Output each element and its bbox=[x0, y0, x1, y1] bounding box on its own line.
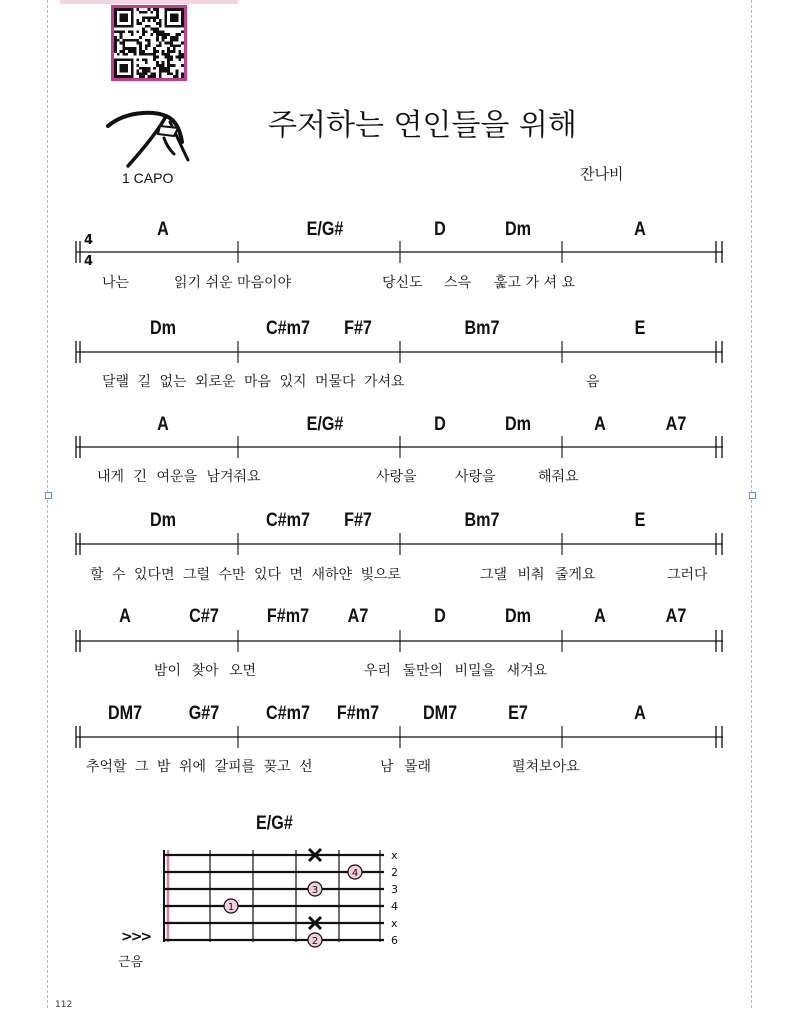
chord: E/G# bbox=[306, 414, 344, 435]
lyric: 음 bbox=[586, 374, 600, 390]
chord: Bm7 bbox=[464, 318, 500, 339]
lyric: 나는 bbox=[102, 275, 130, 291]
page-number: 112 bbox=[55, 1000, 73, 1010]
finger-number: 2 bbox=[311, 936, 319, 947]
chord: G#7 bbox=[188, 703, 220, 724]
lyric: 스윽 bbox=[444, 275, 472, 291]
chord: C#m7 bbox=[266, 510, 310, 531]
string-label: 4 bbox=[391, 900, 398, 913]
chord: A bbox=[594, 606, 606, 627]
lyric: 그댈 비춰 줄게요 bbox=[480, 567, 596, 583]
chord: E/G# bbox=[306, 219, 344, 240]
chord: A bbox=[157, 414, 169, 435]
chord: Dm bbox=[504, 219, 532, 240]
chord: D bbox=[434, 219, 446, 240]
chord: Dm bbox=[149, 318, 177, 339]
chord: A7 bbox=[665, 414, 687, 435]
chord: E bbox=[634, 318, 646, 339]
chord: DM7 bbox=[422, 703, 458, 724]
string-label: 6 bbox=[391, 934, 398, 947]
lyric: 해줘요 bbox=[538, 469, 579, 485]
chord: A7 bbox=[347, 606, 369, 627]
chord: DM7 bbox=[107, 703, 143, 724]
lyric: 읽기 쉬운 마음이야 bbox=[174, 275, 292, 291]
lyric: 그러다 bbox=[667, 567, 708, 583]
lyric: 사랑을 bbox=[376, 469, 417, 485]
lyric: 밤이 찾아 오면 bbox=[154, 663, 257, 679]
chord: E bbox=[634, 510, 646, 531]
lyric: 펼쳐보아요 bbox=[512, 759, 580, 775]
finger-number: 4 bbox=[351, 868, 359, 879]
chord: F#m7 bbox=[266, 606, 310, 627]
lyric: 달랠 길 없는 외로운 마음 있지 머물다 가셔요 bbox=[102, 374, 405, 390]
time-signature-top: 4 bbox=[84, 233, 94, 248]
string-label: 2 bbox=[391, 866, 398, 879]
chord: F#m7 bbox=[336, 703, 380, 724]
time-signature-bottom: 4 bbox=[84, 254, 94, 269]
chord: A bbox=[594, 414, 606, 435]
chord: Dm bbox=[149, 510, 177, 531]
chord: C#7 bbox=[189, 606, 219, 627]
chord: F#7 bbox=[344, 510, 372, 531]
chord: A7 bbox=[665, 606, 687, 627]
lyric: 우리 둘만의 비밀을 새겨요 bbox=[364, 663, 548, 679]
chord: A bbox=[157, 219, 169, 240]
chord: Bm7 bbox=[464, 510, 500, 531]
chord: D bbox=[434, 414, 446, 435]
string-label: 3 bbox=[391, 883, 398, 896]
lyric: 할 수 있다면 그럴 수만 있다 면 새하얀 빛으로 bbox=[90, 567, 402, 583]
lyric: 추억할 그 밤 위에 갈피를 꽂고 선 bbox=[86, 759, 313, 775]
song-title: 주저하는 연인들을 위해 bbox=[268, 108, 577, 143]
chord: C#m7 bbox=[266, 318, 310, 339]
root-note-label: 근음 bbox=[118, 955, 144, 970]
chord: A bbox=[634, 703, 646, 724]
chord: A bbox=[634, 219, 646, 240]
lyric: 훑고 가 셔 요 bbox=[494, 275, 575, 291]
chord: C#m7 bbox=[266, 703, 310, 724]
lyric: 사랑을 bbox=[455, 469, 496, 485]
string-label: x bbox=[391, 917, 398, 930]
chord: Dm bbox=[504, 606, 532, 627]
finger-number: 3 bbox=[311, 885, 319, 896]
chord: E7 bbox=[508, 703, 528, 724]
capo-label: 1 CAPO bbox=[122, 170, 174, 186]
artist-name: 잔나비 bbox=[580, 165, 624, 183]
lyric: 남 몰래 bbox=[380, 759, 432, 775]
chord: A bbox=[119, 606, 131, 627]
chord: F#7 bbox=[344, 318, 372, 339]
diagram-chord-name: E/G# bbox=[256, 813, 293, 834]
lyric: 당신도 bbox=[382, 275, 423, 291]
finger-number: 1 bbox=[227, 902, 235, 913]
chord: D bbox=[434, 606, 446, 627]
chord: Dm bbox=[504, 414, 532, 435]
string-label: x bbox=[391, 849, 398, 862]
root-arrow-icon: >>> bbox=[121, 929, 151, 945]
lyric: 내게 긴 여운을 남겨줘요 bbox=[97, 469, 261, 485]
